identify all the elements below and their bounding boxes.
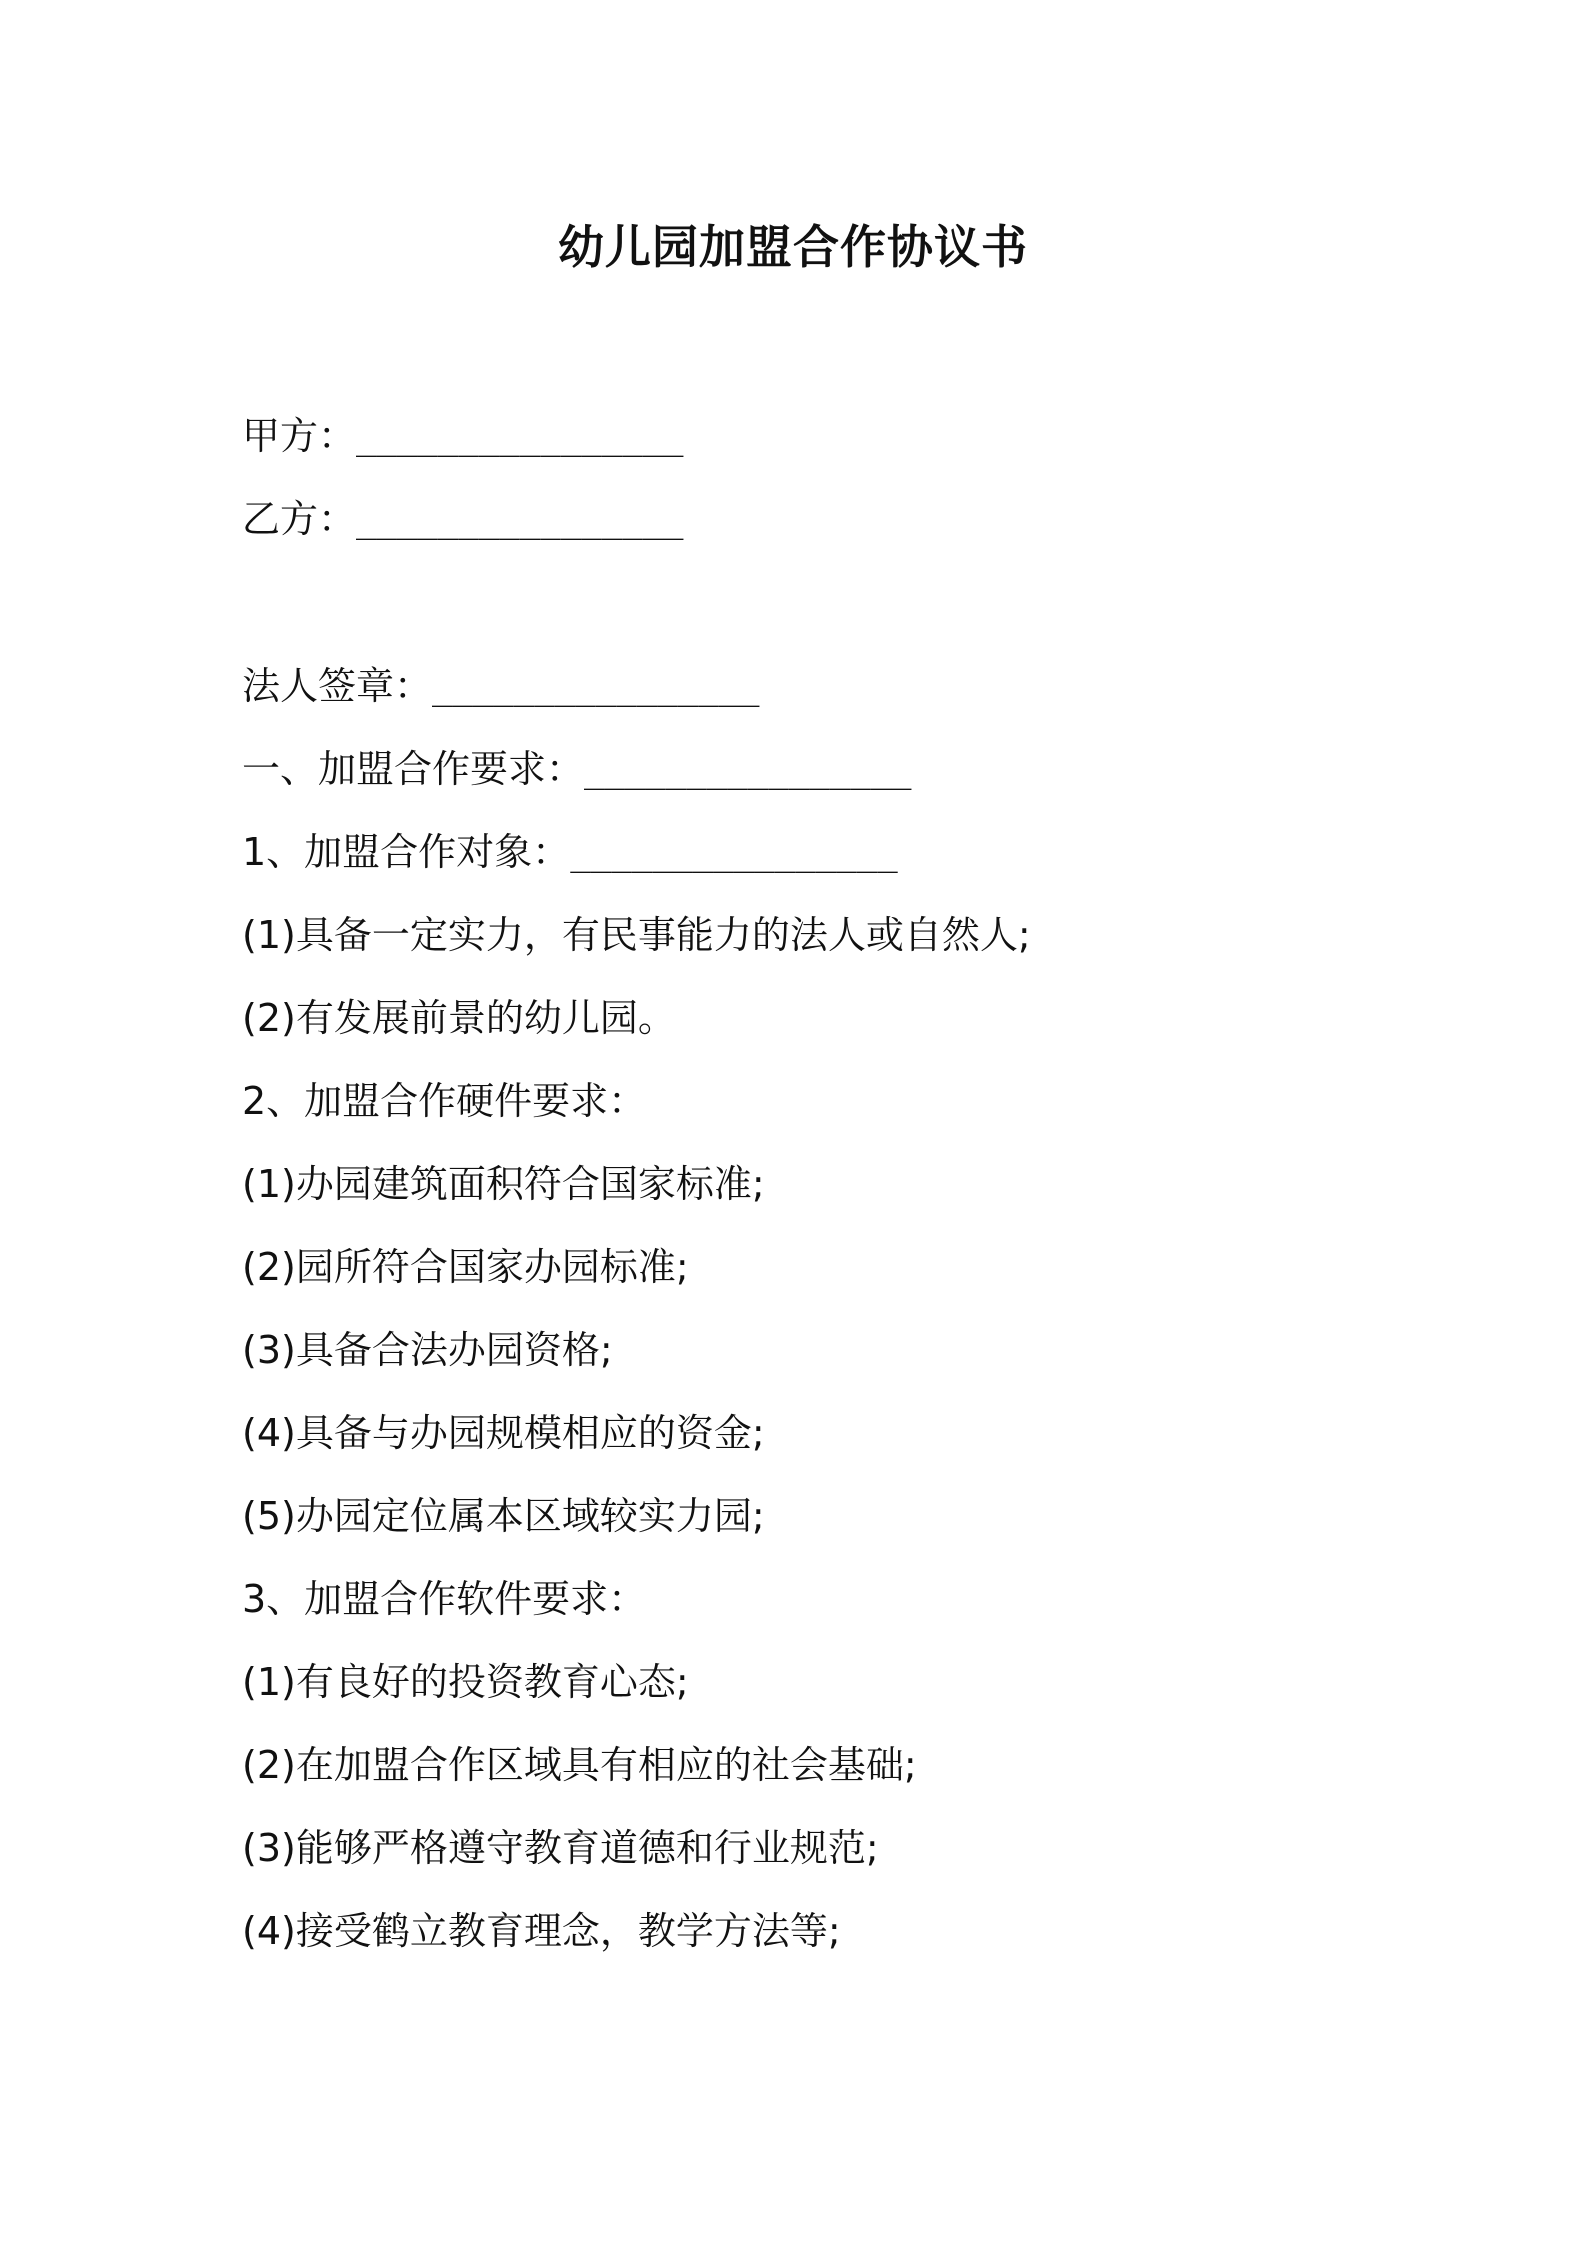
party-b-line <box>242 491 684 549</box>
party-a-label: 甲方： <box>242 414 357 458</box>
software-item: (2)在加盟合作区域具有相应的社会基础; <box>242 1743 917 1787</box>
legal-seal-label: 法人签章： <box>242 664 433 708</box>
hardware-item: (3)具备合法办园资格; <box>242 1328 613 1372</box>
party-b-blank: ________________ <box>356 501 684 541</box>
target-heading-blank: ________________ <box>570 834 898 874</box>
document-title: 幼儿园加盟合作协议书 <box>558 220 1028 274</box>
hardware-heading: 2、加盟合作硬件要求： <box>242 1079 647 1123</box>
party-b-label: 乙方： <box>242 497 357 541</box>
party-a-blank: ________________ <box>356 418 684 458</box>
hardware-item: (2)园所符合国家办园标准; <box>242 1245 689 1289</box>
party-a-line <box>242 408 684 466</box>
software-item: (4)接受鹤立教育理念，教学方法等; <box>242 1909 841 1953</box>
software-heading: 3、加盟合作软件要求： <box>242 1577 647 1621</box>
target-heading-label: 1、加盟合作对象： <box>242 830 571 874</box>
hardware-item: (4)具备与办园规模相应的资金; <box>242 1411 765 1455</box>
hardware-item: (5)办园定位属本区域较实力园; <box>242 1494 765 1538</box>
target-heading <box>242 824 898 882</box>
software-item: (3)能够严格遵守教育道德和行业规范; <box>242 1826 879 1870</box>
hardware-item: (1)办园建筑面积符合国家标准; <box>242 1162 765 1206</box>
legal-seal-line <box>242 658 760 716</box>
target-item: (1)具备一定实力，有民事能力的法人或自然人; <box>242 913 1031 957</box>
target-item: (2)有发展前景的幼儿园。 <box>242 996 676 1040</box>
section1-heading-label: 一、加盟合作要求： <box>242 747 585 791</box>
legal-seal-blank: ________________ <box>432 668 760 708</box>
section1-heading <box>242 741 912 799</box>
section1-heading-blank: ________________ <box>584 751 912 791</box>
software-item: (1)有良好的投资教育心态; <box>242 1660 689 1704</box>
